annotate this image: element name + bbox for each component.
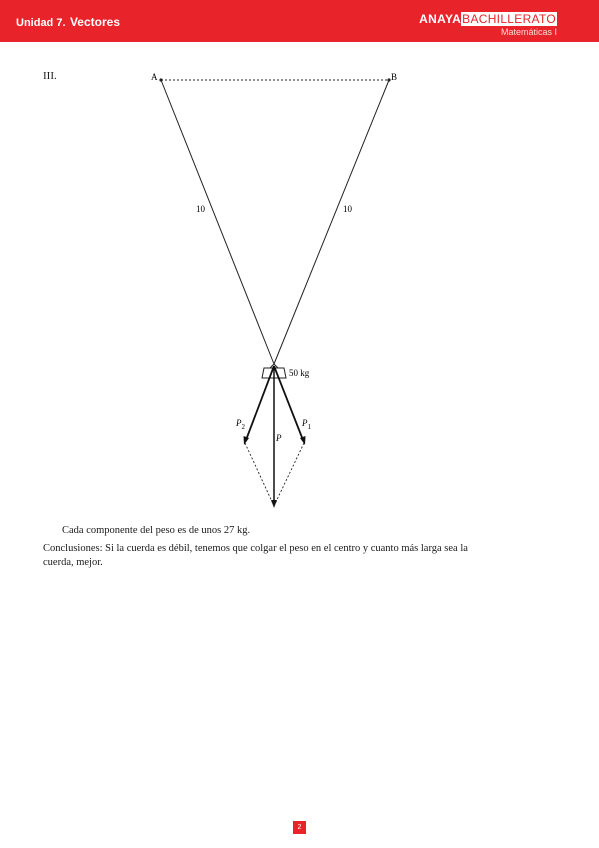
component-paragraph: Cada componente del peso es de unos 27 kg.	[62, 525, 251, 536]
unit-number: Unidad 7.	[16, 17, 66, 29]
page-number: 2	[293, 821, 306, 834]
right-rope	[274, 80, 389, 364]
brand-part2: BACHILLERATO	[462, 12, 556, 26]
vector-p2	[246, 366, 274, 440]
vector-p1-arrowhead	[300, 436, 306, 445]
unit-name: Vectores	[69, 15, 121, 29]
vector-p-label: P	[276, 433, 282, 443]
anchor-a-label: A	[151, 72, 158, 82]
left-rope-length: 10	[196, 204, 205, 214]
anchor-b-label: B	[391, 72, 398, 82]
construction-line-right	[274, 443, 304, 506]
vector-p1-label: $P_1$	[302, 418, 311, 431]
right-rope-length: 10	[343, 204, 352, 214]
vector-p2-arrowhead	[244, 436, 250, 445]
weight-label: 50 kg	[289, 368, 310, 378]
left-rope	[161, 80, 274, 364]
construction-line-left	[245, 443, 274, 506]
conclusions-paragraph: Conclusiones: Si la cuerda es débil, tenemos que colgar el peso en el centro y cuanto más larga sea la cuerda, mejor.	[43, 543, 468, 568]
section-label: III.	[43, 70, 57, 82]
brand-part1: ANAYA	[419, 12, 462, 26]
subject-name: Matemáticas I	[500, 27, 557, 37]
vector-p2-label: $P_2$	[236, 418, 245, 431]
